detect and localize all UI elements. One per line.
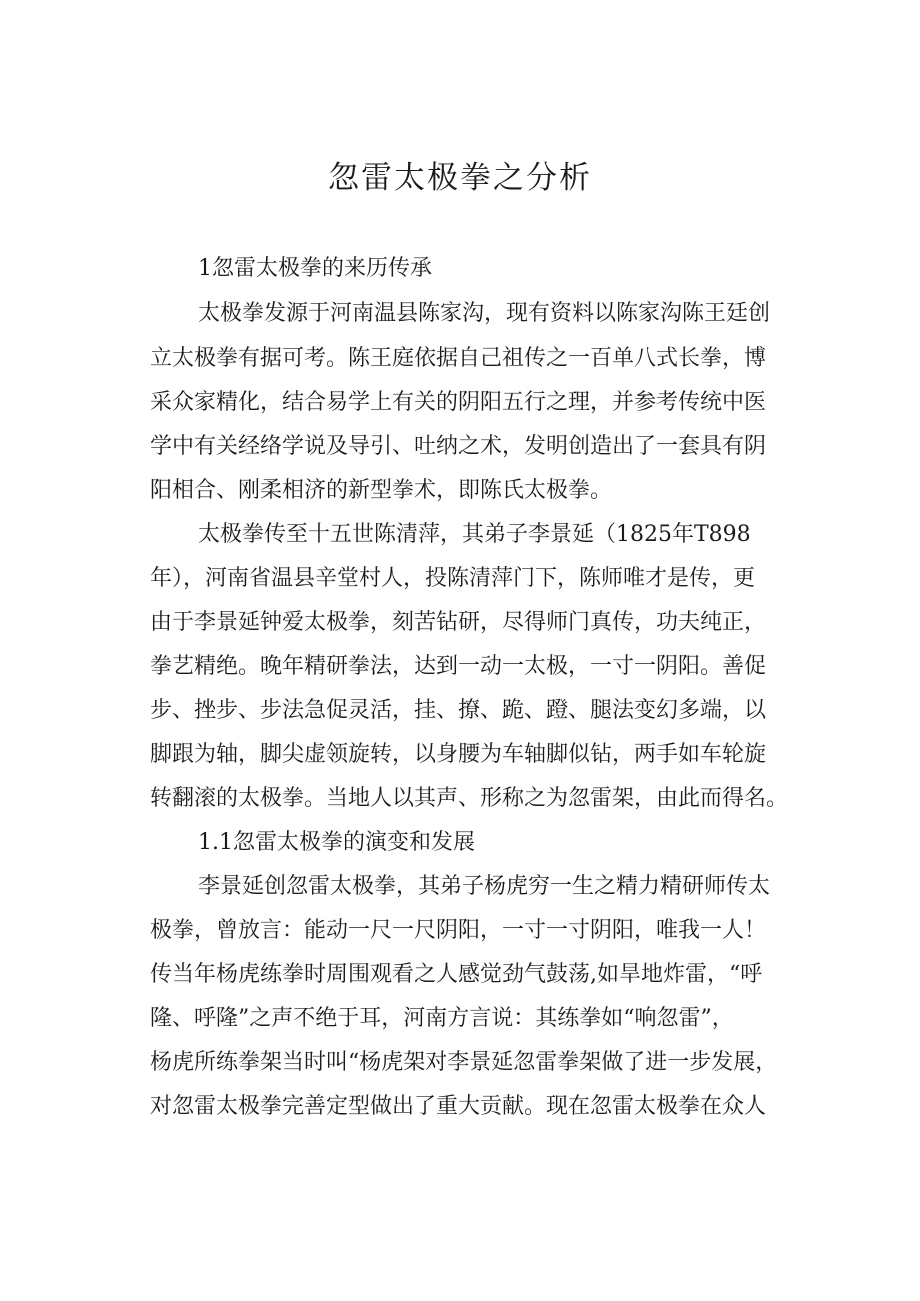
section-heading: 1忽雷太极拳的来历传承 — [198, 256, 432, 281]
paragraph-line: 学中有关经络学说及导引、吐纳之术，发明创造出了一套具有阴 — [150, 434, 767, 459]
paragraph-line: 采众家精化，结合易学上有关的阴阳五行之理，并参考传统中医 — [150, 390, 767, 415]
paragraph-line: 太极拳传至十五世陈清萍，其弟子李景延（1825年T898 — [198, 522, 751, 547]
paragraph-line: 由于李景延钟爱太极拳，刻苦钻研，尽得师门真传，功夫纯正， — [150, 610, 767, 635]
document-title: 忽雷太极拳之分析 — [328, 160, 592, 196]
paragraph-line: 年），河南省温县辛堂村人，投陈清萍门下，陈师唯才是传，更 — [150, 566, 756, 591]
paragraph-line: 步、挫步、步法急促灵活，挂、撩、跪、蹬、腿法变幻多端，以 — [150, 698, 767, 723]
paragraph-line: 转翻滚的太极拳。当地人以其声、形称之为忽雷架，由此而得名。 — [150, 786, 789, 811]
section-heading: 1.1忽雷太极拳的演变和发展 — [198, 830, 475, 855]
paragraph-line: 极拳，曾放言：能动一尺一尺阴阳，一寸一寸阴阳，唯我一人！ — [150, 918, 767, 943]
paragraph-line: 立太极拳有据可考。陈王庭依据自己祖传之一百单八式长拳，博 — [150, 346, 767, 371]
paragraph-line: 对忽雷太极拳完善定型做出了重大贡献。现在忽雷太极拳在众人 — [150, 1094, 767, 1119]
paragraph-line: 脚跟为轴，脚尖虚领旋转，以身腰为车轴脚似钻，两手如车轮旋 — [150, 742, 767, 767]
paragraph-line: 隆、呼隆”之声不绝于耳，河南方言说：其练拳如“响忽雷”， — [150, 1006, 734, 1031]
paragraph-line: 太极拳发源于河南温县陈家沟，现有资料以陈家沟陈王廷创 — [198, 301, 771, 326]
paragraph-line: 李景延创忽雷太极拳，其弟子杨虎穷一生之精力精研师传太 — [198, 874, 771, 899]
paragraph-line: 杨虎所练拳架当时叫“杨虎架对李景延忽雷拳架做了进一步发展， — [150, 1050, 778, 1075]
paragraph-line: 阳相合、刚柔相济的新型拳术，即陈氏太极拳。 — [150, 478, 613, 503]
paragraph-line: 传当年杨虎练拳时周围观看之人感觉劲气鼓荡,如旱地炸雷，“呼 — [150, 962, 763, 987]
paragraph-line: 拳艺精绝。晚年精研拳法，达到一动一太极，一寸一阴阳。善促 — [150, 654, 767, 679]
